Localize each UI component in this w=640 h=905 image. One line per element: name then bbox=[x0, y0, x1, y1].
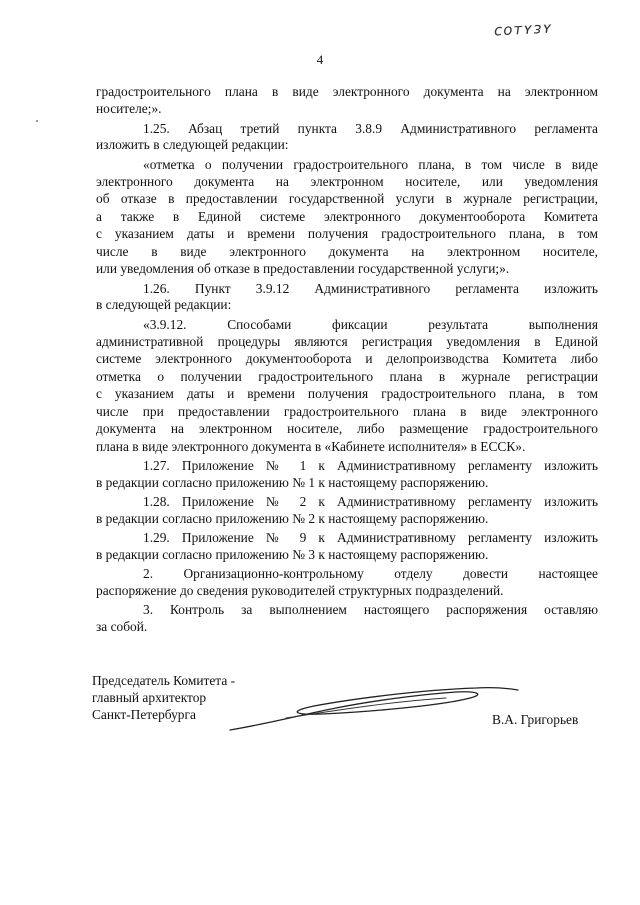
text-line: отметка о получении градостроительного плана в журнале регистрации bbox=[96, 369, 598, 384]
text-line: 2. Организационно-контрольному отделу довести настоящее bbox=[143, 566, 598, 581]
text-line: 1.29. Приложение № 9 к Административному регламенту изложить bbox=[143, 530, 598, 545]
text-line: административной процедуры являются регистрация уведомления в Единой bbox=[96, 334, 598, 349]
text-line: с указанием даты и времени получения градостроительного плана, в том bbox=[96, 226, 598, 241]
text-line: 1.25. Абзац третий пункта 3.8.9 Административного регламента bbox=[143, 121, 598, 136]
text-line: 1.27. Приложение № 1 к Административному регламенту изложить bbox=[143, 458, 598, 473]
position-line: главный архитектор bbox=[92, 690, 207, 705]
text-line: «3.9.12. Способами фиксации результата выполнения bbox=[143, 317, 598, 332]
handwritten-signature bbox=[226, 672, 526, 742]
text-line: плана в виде электронного документа в «Кабинете исполнителя» в ЕССК». bbox=[96, 439, 526, 454]
text-line: или уведомления об отказе в предоставлении государственной услуги;». bbox=[96, 261, 510, 276]
text-line: в следующей редакции: bbox=[96, 297, 232, 312]
text-line: распоряжение до сведения руководителей структурных подразделений. bbox=[96, 583, 504, 598]
position-line: Председатель Комитета - bbox=[92, 673, 236, 688]
text-line: 1.26. Пункт 3.9.12 Административного регламента изложить bbox=[143, 281, 598, 296]
signatory-name: В.А. Григорьев bbox=[492, 712, 579, 727]
text-line: с указанием даты и времени получения градостроительного плана, в том bbox=[96, 386, 598, 401]
text-line: числе при предоставлении градостроительного плана в виде электронного bbox=[96, 404, 598, 419]
text-line: 1.28. Приложение № 2 к Административному регламенту изложить bbox=[143, 494, 598, 509]
text-line: числе в виде электронного документа на электронном носителе, bbox=[96, 244, 598, 259]
position-line: Санкт-Петербурга bbox=[92, 707, 196, 722]
scan-speck bbox=[36, 120, 38, 122]
text-line: а также в Единой системе электронного документооборота Комитета bbox=[96, 209, 598, 224]
text-line: 3. Контроль за выполнением настоящего распоряжения оставляю bbox=[143, 602, 598, 617]
text-line: системе электронного документооборота и делопроизводства Комитета либо bbox=[96, 351, 598, 366]
text-line: в редакции согласно приложению № 2 к настоящему распоряжению. bbox=[96, 511, 489, 526]
text-line: «отметка о получении градостроительного плана, в том числе в виде bbox=[143, 157, 598, 172]
text-line: градостроительного плана в виде электронного документа на электронном bbox=[96, 84, 598, 99]
text-line: в редакции согласно приложению № 3 к настоящему распоряжению. bbox=[96, 547, 489, 562]
text-line: об отказе в предоставлении государственной услуги в журнале регистрации, bbox=[96, 191, 598, 206]
text-line: в редакции согласно приложению № 1 к настоящему распоряжению. bbox=[96, 475, 489, 490]
page-number: 4 bbox=[316, 52, 324, 67]
text-line: изложить в следующей редакции: bbox=[96, 137, 289, 152]
text-line: за собой. bbox=[96, 619, 148, 634]
signatory-position bbox=[92, 672, 235, 723]
handwritten-reference-number: ϲᴏᴛʏᴈʏ bbox=[493, 18, 554, 40]
text-line: носителе;». bbox=[96, 101, 162, 116]
text-line: электронного документа на электронном носителе, или уведомления bbox=[96, 174, 598, 189]
text-line: документа на электронном носителе, либо размещение градостроительного bbox=[96, 421, 598, 436]
